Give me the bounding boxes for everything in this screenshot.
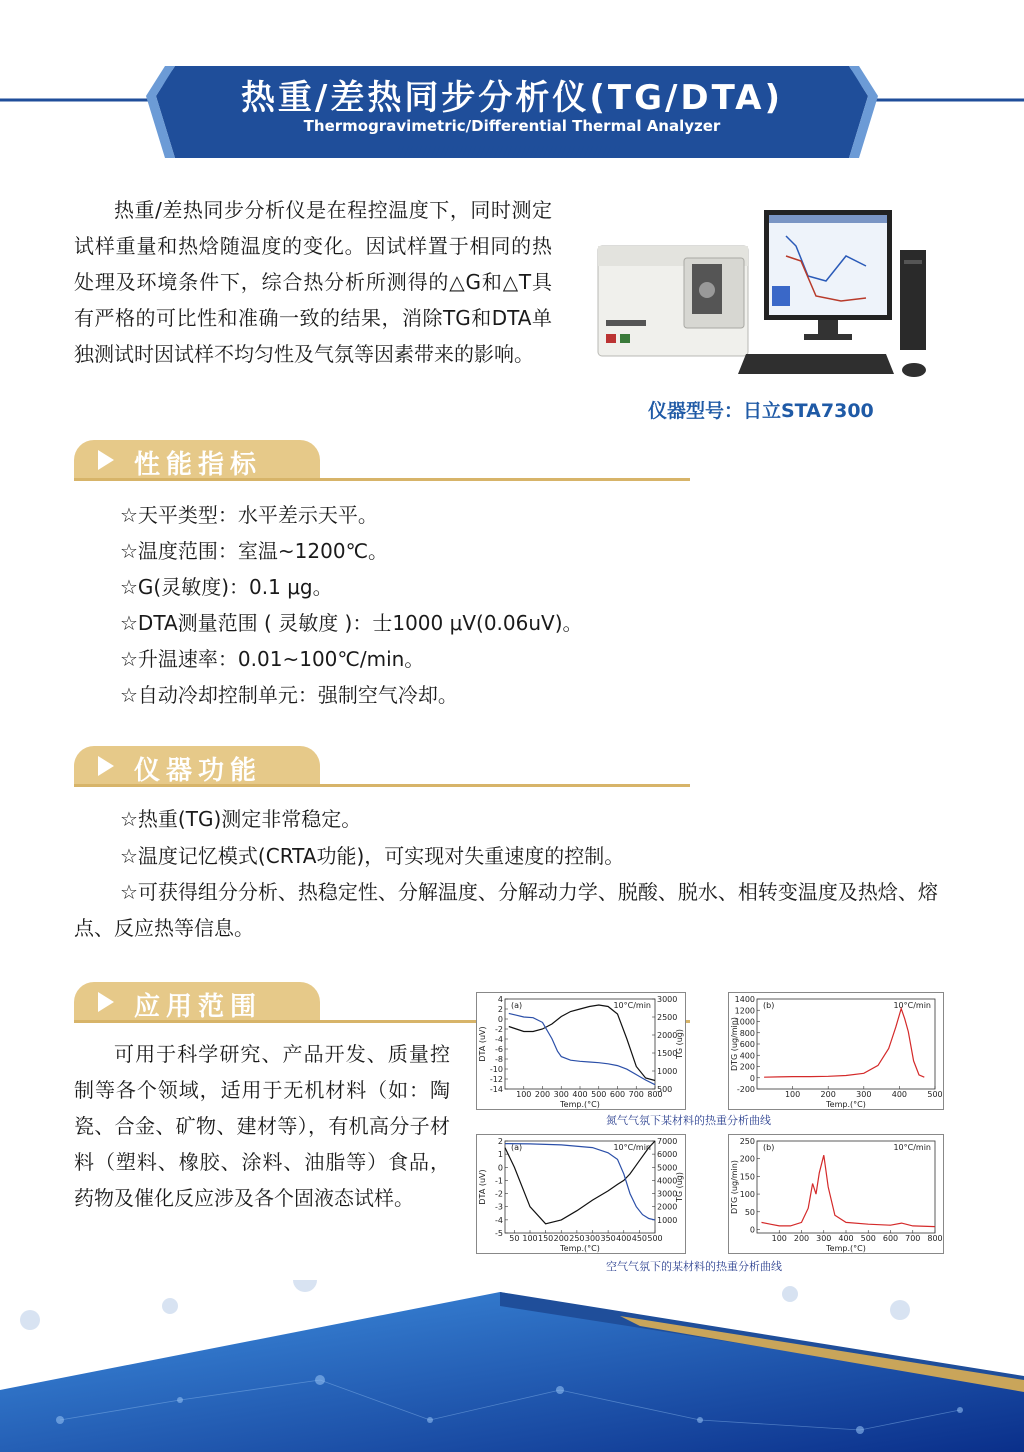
spec-item: ☆自动冷却控制单元：强制空气冷却。 [120,683,458,707]
y-tick-label: 400 [739,1051,755,1061]
x-tick-label: 600 [882,1234,899,1243]
x-tick-label: 200 [820,1090,836,1099]
x-tick-label: 400 [616,1234,632,1243]
chart-svg [477,1135,685,1253]
y-tick-label: -1 [495,1176,503,1186]
x-tick-label: 200 [793,1234,810,1243]
y-axis-label: DTG (ug/min) [730,1160,739,1214]
y2-tick-label: 2500 [657,1013,678,1022]
panel-label: (a) [511,1001,523,1010]
instrument-illustration [596,206,946,386]
y-tick-label: -5 [495,1229,503,1238]
panel-label: (a) [511,1143,523,1152]
x-tick-label: 450 [631,1234,648,1243]
spec-item: ☆天平类型：水平差示天平。 [120,503,378,527]
y-tick-label: 4 [497,995,503,1004]
y-tick-label: -14 [489,1085,503,1094]
x-axis-label: Temp.(°C) [560,1100,600,1109]
x-tick-label: 150 [537,1234,554,1243]
x-tick-label: 100 [771,1234,787,1243]
y2-tick-label: 6000 [657,1150,678,1160]
y2-tick-label: 2000 [657,1031,678,1040]
function-item: ☆温度记忆模式(CRTA功能)，可实现对失重速度的控制。 [120,844,625,868]
y2-tick-label: 7000 [657,1137,678,1146]
y-tick-label: 600 [739,1040,755,1049]
y-tick-label: 1000 [734,1017,755,1027]
y-tick-label: -10 [489,1065,503,1074]
series-line-0 [505,1141,655,1224]
heating-rate-label: 10°C/min [613,1001,651,1010]
function-item: ☆热重(TG)测定非常稳定。 [120,807,362,831]
x-tick-label: 300 [553,1090,569,1099]
x-tick-label: 500 [927,1090,943,1099]
spec-item: ☆G(灵敏度)：0.1 μg。 [120,575,333,599]
x-tick-label: 100 [784,1090,801,1099]
y-tick-label: 2 [497,1137,503,1146]
x-tick-label: 500 [647,1234,663,1243]
y-axis-label: DTG (ug/min) [730,1017,739,1071]
panel-label: (b) [763,1143,775,1152]
chart-nitrogen-tg-dta [476,992,686,1110]
x-tick-label: 700 [628,1090,644,1099]
y2-tick-label: 1000 [657,1215,678,1225]
y-tick-label: 100 [739,1190,755,1200]
x-tick-label: 500 [591,1090,607,1099]
x-axis-label: Temp.(°C) [826,1100,866,1109]
series-line-1 [509,1013,655,1084]
y-tick-label: -4 [495,1035,503,1044]
y-tick-label: 0 [749,1225,755,1235]
y2-tick-label: 1000 [657,1067,678,1076]
y-tick-label: -3 [495,1202,503,1212]
spec-item: ☆升温速率：0.01~100℃/min。 [120,647,425,671]
x-axis-label: Temp.(°C) [560,1244,600,1253]
chart-svg [729,993,943,1109]
spec-item: ☆温度范围：室温~1200℃。 [120,539,389,563]
y2-tick-label: 5000 [657,1163,678,1173]
y2-axis-label: TG (ug) [675,1028,684,1060]
x-tick-label: 250 [569,1234,585,1243]
y-axis-label: DTA (uV) [478,1169,487,1205]
y-tick-label: 0 [497,1163,503,1173]
x-tick-label: 50 [509,1234,520,1243]
x-tick-label: 400 [838,1234,854,1243]
y-tick-label: 50 [744,1207,755,1217]
background-decoration [0,1280,1024,1452]
section-header-functions [74,746,690,788]
y-tick-label: -200 [736,1085,755,1094]
chart-svg [729,1135,943,1253]
y2-tick-label: 500 [657,1085,673,1094]
x-tick-label: 700 [905,1234,921,1243]
y-tick-label: 200 [739,1062,755,1072]
x-tick-label: 200 [534,1090,551,1099]
x-tick-label: 400 [891,1090,908,1099]
y-tick-label: -12 [489,1075,503,1084]
y-tick-label: 800 [739,1028,755,1038]
y-tick-label: 150 [739,1172,755,1182]
heating-rate-label: 10°C/min [893,1001,931,1010]
y-tick-label: -2 [495,1025,503,1034]
x-tick-label: 300 [816,1234,832,1243]
heating-rate-label: 10°C/min [613,1143,651,1152]
play-arrow-icon [98,992,114,1012]
y2-tick-label: 3000 [657,995,678,1004]
y-tick-label: -8 [495,1055,503,1064]
x-tick-label: 100 [516,1090,532,1099]
plot-frame [505,1141,655,1233]
play-arrow-icon [98,756,114,776]
chart-svg [477,993,685,1109]
chart-air-dtg [728,1134,944,1254]
y-tick-label: -2 [495,1189,503,1199]
y-tick-label: 0 [749,1073,755,1083]
series-line-0 [764,1009,924,1078]
section-title: 应用范围 [134,992,263,1022]
section-title: 仪器功能 [134,756,263,786]
applications-paragraph: 可用于科学研究、产品开发、质量控制等各个领域，适用于无机材料（如：陶瓷、合金、矿物、建材等），有机高分子材料（塑料、橡胶、涂料、油脂等）食品，药物及催化反应涉及各个固液态试样。 [74,1042,450,1210]
x-tick-label: 200 [553,1234,569,1243]
x-axis-label: Temp.(°C) [826,1244,866,1253]
panel-label: (b) [763,1001,775,1010]
page-subtitle: Thermogravimetric/Differential Thermal Analyzer [303,117,721,135]
section-title: 性能指标 [134,450,263,480]
y2-tick-label: 1500 [657,1049,678,1058]
y-tick-label: -4 [495,1215,503,1225]
x-tick-label: 400 [572,1090,588,1099]
y-tick-label: 1 [497,1150,503,1160]
plot-frame [757,1141,935,1233]
y2-axis-label: TG (ug) [675,1171,684,1203]
y2-tick-label: 2000 [657,1202,678,1212]
y-tick-label: 0 [497,1015,503,1024]
intro-paragraph: 热重/差热同步分析仪是在程控温度下，同时测定试样重量和热焓随温度的变化。因试样置于相同的热处理及环境条件下，综合热分析所测得的△G和△T具有严格的可比性和准确一致的结果，消除TG和DTA单独测试时因试样不均匀性及气氛等因素带来的影响。 [74,198,552,366]
x-tick-label: 300 [584,1234,601,1243]
chart-caption: 空气气氛下的某材料的热重分析曲线 [606,1260,782,1273]
x-tick-label: 300 [856,1090,872,1099]
chart-nitrogen-dtg [728,992,944,1110]
y2-tick-label: 4000 [657,1176,678,1186]
y-tick-label: -6 [495,1045,503,1054]
x-tick-label: 600 [609,1090,626,1099]
y-tick-label: 2 [497,1005,503,1014]
x-tick-label: 500 [860,1234,876,1243]
y2-tick-label: 3000 [657,1189,678,1199]
x-tick-label: 350 [600,1234,616,1243]
instrument-model: 仪器型号：日立STA7300 [648,400,874,422]
series-line-0 [762,1155,936,1226]
chart-caption: 氮气气氛下某材料的热重分析曲线 [606,1114,771,1127]
x-tick-label: 100 [522,1234,538,1243]
x-tick-label: 800 [927,1234,943,1243]
y-tick-label: 250 [739,1137,755,1146]
chart-air-tg-dta [476,1134,686,1254]
plot-frame [505,999,655,1089]
y-tick-label: 1400 [734,995,755,1004]
y-axis-label: DTA (uV) [478,1026,487,1062]
x-tick-label: 800 [647,1090,663,1099]
function-item: ☆可获得组分分析、热稳定性、分解温度、分解动力学、脱酸、脱水、相转变温度及热焓、熔点、反应热等信息。 [74,880,938,940]
spec-item: ☆DTA测量范围 ( 灵敏度 )：士1000 μV(0.06uV)。 [120,611,583,635]
play-arrow-icon [98,450,114,470]
y-tick-label: 200 [739,1154,755,1164]
y-tick-label: 1200 [734,1006,755,1016]
section-header-performance [74,440,690,482]
heating-rate-label: 10°C/min [893,1143,931,1152]
series-line-0 [509,1005,655,1081]
page-title: 热重/差热同步分析仪(TG/DTA) [240,78,784,118]
